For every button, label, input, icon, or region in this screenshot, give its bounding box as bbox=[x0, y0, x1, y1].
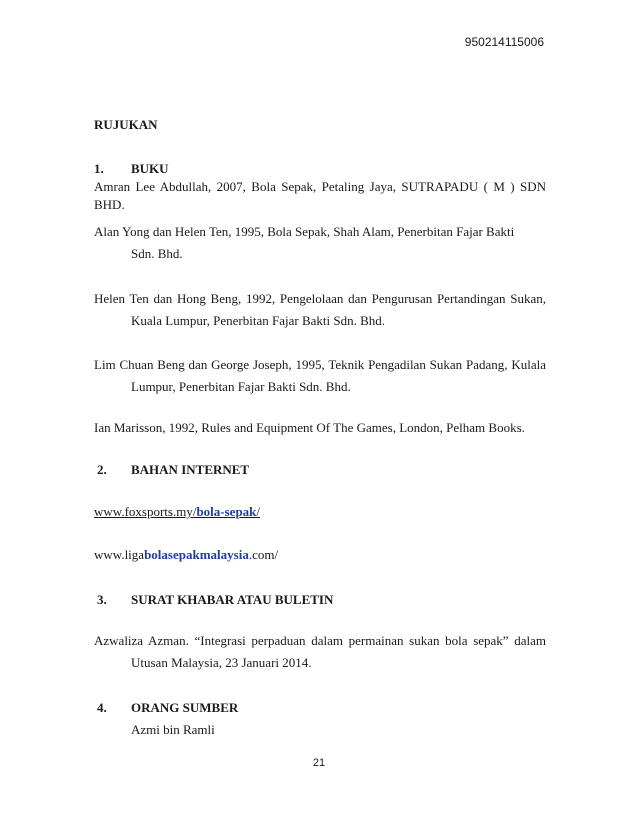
reference-text-continued: Sdn. Bhd. bbox=[131, 246, 183, 261]
reference-text: Azwaliza Azman. “Integrasi perpaduan dalam permainan sukan bola sepak” dalam bbox=[94, 633, 546, 648]
hyperlink[interactable] bbox=[94, 504, 260, 519]
reference-text: Lim Chuan Beng dan George Joseph, 1995, Teknik Pengadilan Sukan Padang, Kulala bbox=[94, 357, 546, 372]
page-number: 21 bbox=[312, 757, 326, 769]
section-heading-orang bbox=[94, 699, 546, 717]
address-text: .com/ bbox=[248, 547, 279, 562]
section-number: 4. bbox=[97, 700, 107, 715]
address-text: www.liga bbox=[94, 547, 145, 562]
document-id-header: 950214115006 bbox=[464, 35, 544, 49]
section-number: 3. bbox=[97, 592, 107, 607]
section-number: 1. bbox=[94, 161, 104, 176]
section-label: ORANG SUMBER bbox=[131, 700, 239, 715]
address-text-bold: bolasepakmalaysia bbox=[144, 547, 249, 562]
reference-book-1 bbox=[94, 178, 546, 214]
reference-link-liga bbox=[94, 546, 546, 564]
reference-text: Alan Yong dan Helen Ten, 1995, Bola Sepak, Shah Alam, Penerbitan Fajar Bakti bbox=[94, 224, 515, 239]
reference-book-5 bbox=[94, 419, 546, 437]
section-heading-internet bbox=[94, 461, 546, 479]
reference-text: Amran Lee Abdullah, 2007, Bola Sepak, Petaling Jaya, SUTRAPADU ( M ) SDN BHD. bbox=[94, 179, 546, 212]
section-number: 2. bbox=[97, 462, 107, 477]
reference-book-3 bbox=[94, 290, 546, 330]
reference-book-2 bbox=[94, 223, 546, 263]
reference-text-continued: Kuala Lumpur, Penerbitan Fajar Bakti Sdn. Bhd. bbox=[131, 313, 386, 328]
section-label: SURAT KHABAR ATAU BULETIN bbox=[131, 592, 334, 607]
reference-text-continued: Lumpur, Penerbitan Fajar Bakti Sdn. Bhd. bbox=[131, 379, 351, 394]
reference-book-4 bbox=[94, 356, 546, 396]
section-label: BAHAN INTERNET bbox=[131, 462, 250, 477]
resource-person: Azmi bin Ramli bbox=[131, 722, 215, 737]
link-text[interactable]: / bbox=[256, 504, 261, 519]
link-text-bold[interactable]: bola-sepak bbox=[196, 504, 257, 519]
section-heading-surat bbox=[94, 591, 546, 609]
reference-text-continued: Utusan Malaysia, 23 Januari 2014. bbox=[131, 655, 312, 670]
reference-text: Helen Ten dan Hong Beng, 1992, Pengelolaan dan Pengurusan Pertandingan Sukan, bbox=[94, 291, 546, 306]
link-text[interactable]: www.foxsports.my/ bbox=[94, 504, 197, 519]
reference-text: Ian Marisson, 1992, Rules and Equipment Of The Games, London, Pelham Books. bbox=[94, 420, 525, 435]
reference-link-foxsports[interactable] bbox=[94, 503, 546, 521]
section-heading-buku bbox=[94, 160, 546, 178]
reference-newspaper bbox=[94, 632, 546, 672]
page-title: RUJUKAN bbox=[94, 117, 158, 132]
web-address bbox=[94, 547, 278, 562]
section-label: BUKU bbox=[131, 161, 169, 176]
